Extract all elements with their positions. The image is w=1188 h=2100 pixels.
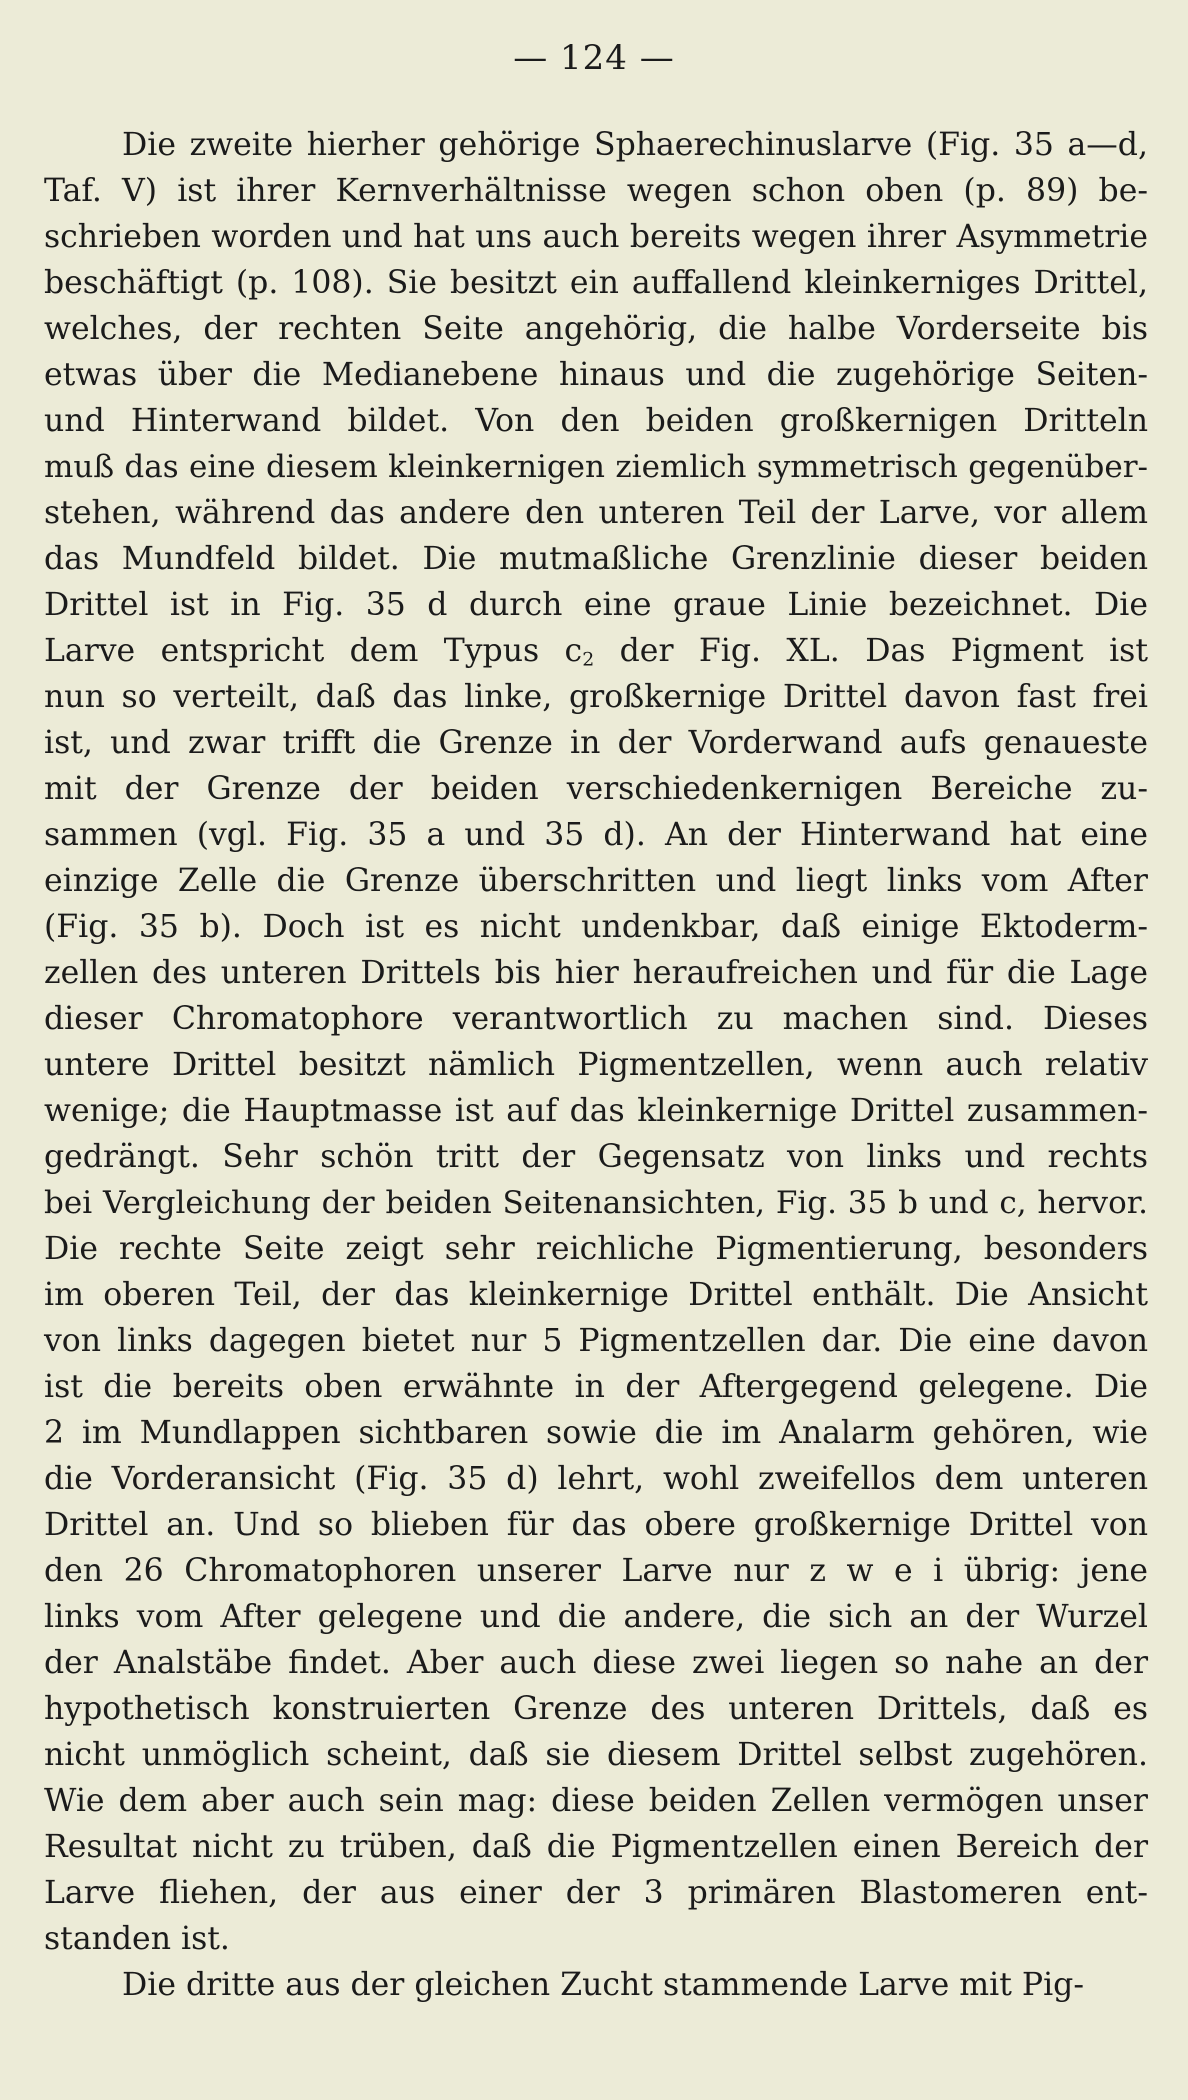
text-line: ist, und zwar trifft die Grenze in der Vorderwand aufs genaueste bbox=[44, 725, 1148, 761]
page-number: — 124 — bbox=[513, 38, 675, 78]
text-line: 2 im Mundlappen sichtbaren sowie die im Analarm gehören, wie bbox=[44, 1415, 1148, 1451]
text-line: beschäftigt (p. 108). Sie besitzt ein auffallend kleinkerniges Drittel, bbox=[44, 265, 1148, 301]
text-line: ist die bereits oben erwähnte in der Aftergegend gelegene. Die bbox=[44, 1369, 1148, 1405]
subscript: 2 bbox=[582, 648, 595, 671]
text-line: den 26 Chromatophoren unserer Larve nur z w e i übrig: jene bbox=[44, 1553, 1148, 1589]
text-line: das Mundfeld bildet. Die mutmaßliche Grenzlinie dieser beiden bbox=[44, 541, 1148, 577]
paragraph bbox=[44, 1962, 1148, 2008]
text-line: hypothetisch konstruierten Grenze des unteren Drittels, daß es bbox=[44, 1691, 1148, 1727]
text-line: schrieben worden und hat uns auch bereits wegen ihrer Asymmetrie bbox=[44, 219, 1148, 255]
text-line: wenige; die Hauptmasse ist auf das kleinkernige Drittel zusammen- bbox=[44, 1093, 1148, 1129]
text-line: nun so verteilt, daß das linke, großkernige Drittel davon fast frei bbox=[44, 679, 1148, 715]
text-line: Drittel ist in Fig. 35 d durch eine graue Linie bezeichnet. Die bbox=[44, 587, 1148, 623]
body-text bbox=[44, 122, 1148, 2008]
text-line: dieser Chromatophore verantwortlich zu machen sind. Dieses bbox=[44, 1001, 1148, 1037]
text-line: nicht unmöglich scheint, daß sie diesem Drittel selbst zugehören. bbox=[44, 1737, 1148, 1773]
text-line: die Vorderansicht (Fig. 35 d) lehrt, wohl zweifellos dem unteren bbox=[44, 1461, 1148, 1497]
text-line: mit der Grenze der beiden verschiedenkernigen Bereiche zu- bbox=[44, 771, 1148, 807]
text-line: (Fig. 35 b). Doch ist es nicht undenkbar, daß einige Ektoderm- bbox=[44, 909, 1148, 945]
text-line: untere Drittel besitzt nämlich Pigmentzellen, wenn auch relativ bbox=[44, 1047, 1148, 1083]
text-line: etwas über die Medianebene hinaus und die zugehörige Seiten- bbox=[44, 357, 1148, 393]
text-line: welches, der rechten Seite angehörig, die halbe Vorderseite bis bbox=[44, 311, 1148, 347]
text-line: Drittel an. Und so blieben für das obere großkernige Drittel von bbox=[44, 1507, 1148, 1543]
text-line: bei Vergleichung der beiden Seitenansichten, Fig. 35 b und c, hervor. bbox=[44, 1185, 1148, 1221]
text-line: standen ist. bbox=[44, 1921, 230, 1957]
paragraph bbox=[44, 122, 1148, 1962]
text-line: Larve fliehen, der aus einer der 3 primären Blastomeren ent- bbox=[44, 1875, 1148, 1911]
text-line: einzige Zelle die Grenze überschritten und liegt links vom After bbox=[44, 863, 1148, 899]
text-line: der Analstäbe findet. Aber auch diese zwei liegen so nahe an der bbox=[44, 1645, 1148, 1681]
text-line: stehen, während das andere den unteren Teil der Larve, vor allem bbox=[44, 495, 1148, 531]
text-line: Resultat nicht zu trüben, daß die Pigmentzellen einen Bereich der bbox=[44, 1829, 1148, 1865]
text-line: Wie dem aber auch sein mag: diese beiden Zellen vermögen unser bbox=[44, 1783, 1148, 1819]
text-line: links vom After gelegene und die andere, die sich an der Wurzel bbox=[44, 1599, 1148, 1635]
text-line: Die dritte aus der gleichen Zucht stammende Larve mit Pig- bbox=[122, 1967, 1084, 2003]
text-line: und Hinterwand bildet. Von den beiden großkernigen Dritteln bbox=[44, 403, 1148, 439]
text-line: zellen des unteren Drittels bis hier heraufreichen und für die Lage bbox=[44, 955, 1148, 991]
text-line: Taf. V) ist ihrer Kernverhältnisse wegen schon oben (p. 89) be- bbox=[44, 173, 1148, 209]
text-line: von links dagegen bietet nur 5 Pigmentzellen dar. Die eine davon bbox=[44, 1323, 1148, 1359]
text-line: sammen (vgl. Fig. 35 a und 35 d). An der Hinterwand hat eine bbox=[44, 817, 1148, 853]
text-line: Die rechte Seite zeigt sehr reichliche Pigmentierung, besonders bbox=[44, 1231, 1148, 1267]
text-line: muß das eine diesem kleinkernigen ziemlich symmetrisch gegenüber- bbox=[44, 449, 1148, 485]
text-line: Die zweite hierher gehörige Sphaerechinuslarve (Fig. 35 a—d, bbox=[122, 127, 1148, 163]
text-line: Larve entspricht dem Typus $c_2$ der Fig. XL. Das Pigment ist bbox=[44, 633, 1148, 671]
text-line: im oberen Teil, der das kleinkernige Drittel enthält. Die Ansicht bbox=[44, 1277, 1148, 1313]
text-line: gedrängt. Sehr schön tritt der Gegensatz von links und rechts bbox=[44, 1139, 1148, 1175]
